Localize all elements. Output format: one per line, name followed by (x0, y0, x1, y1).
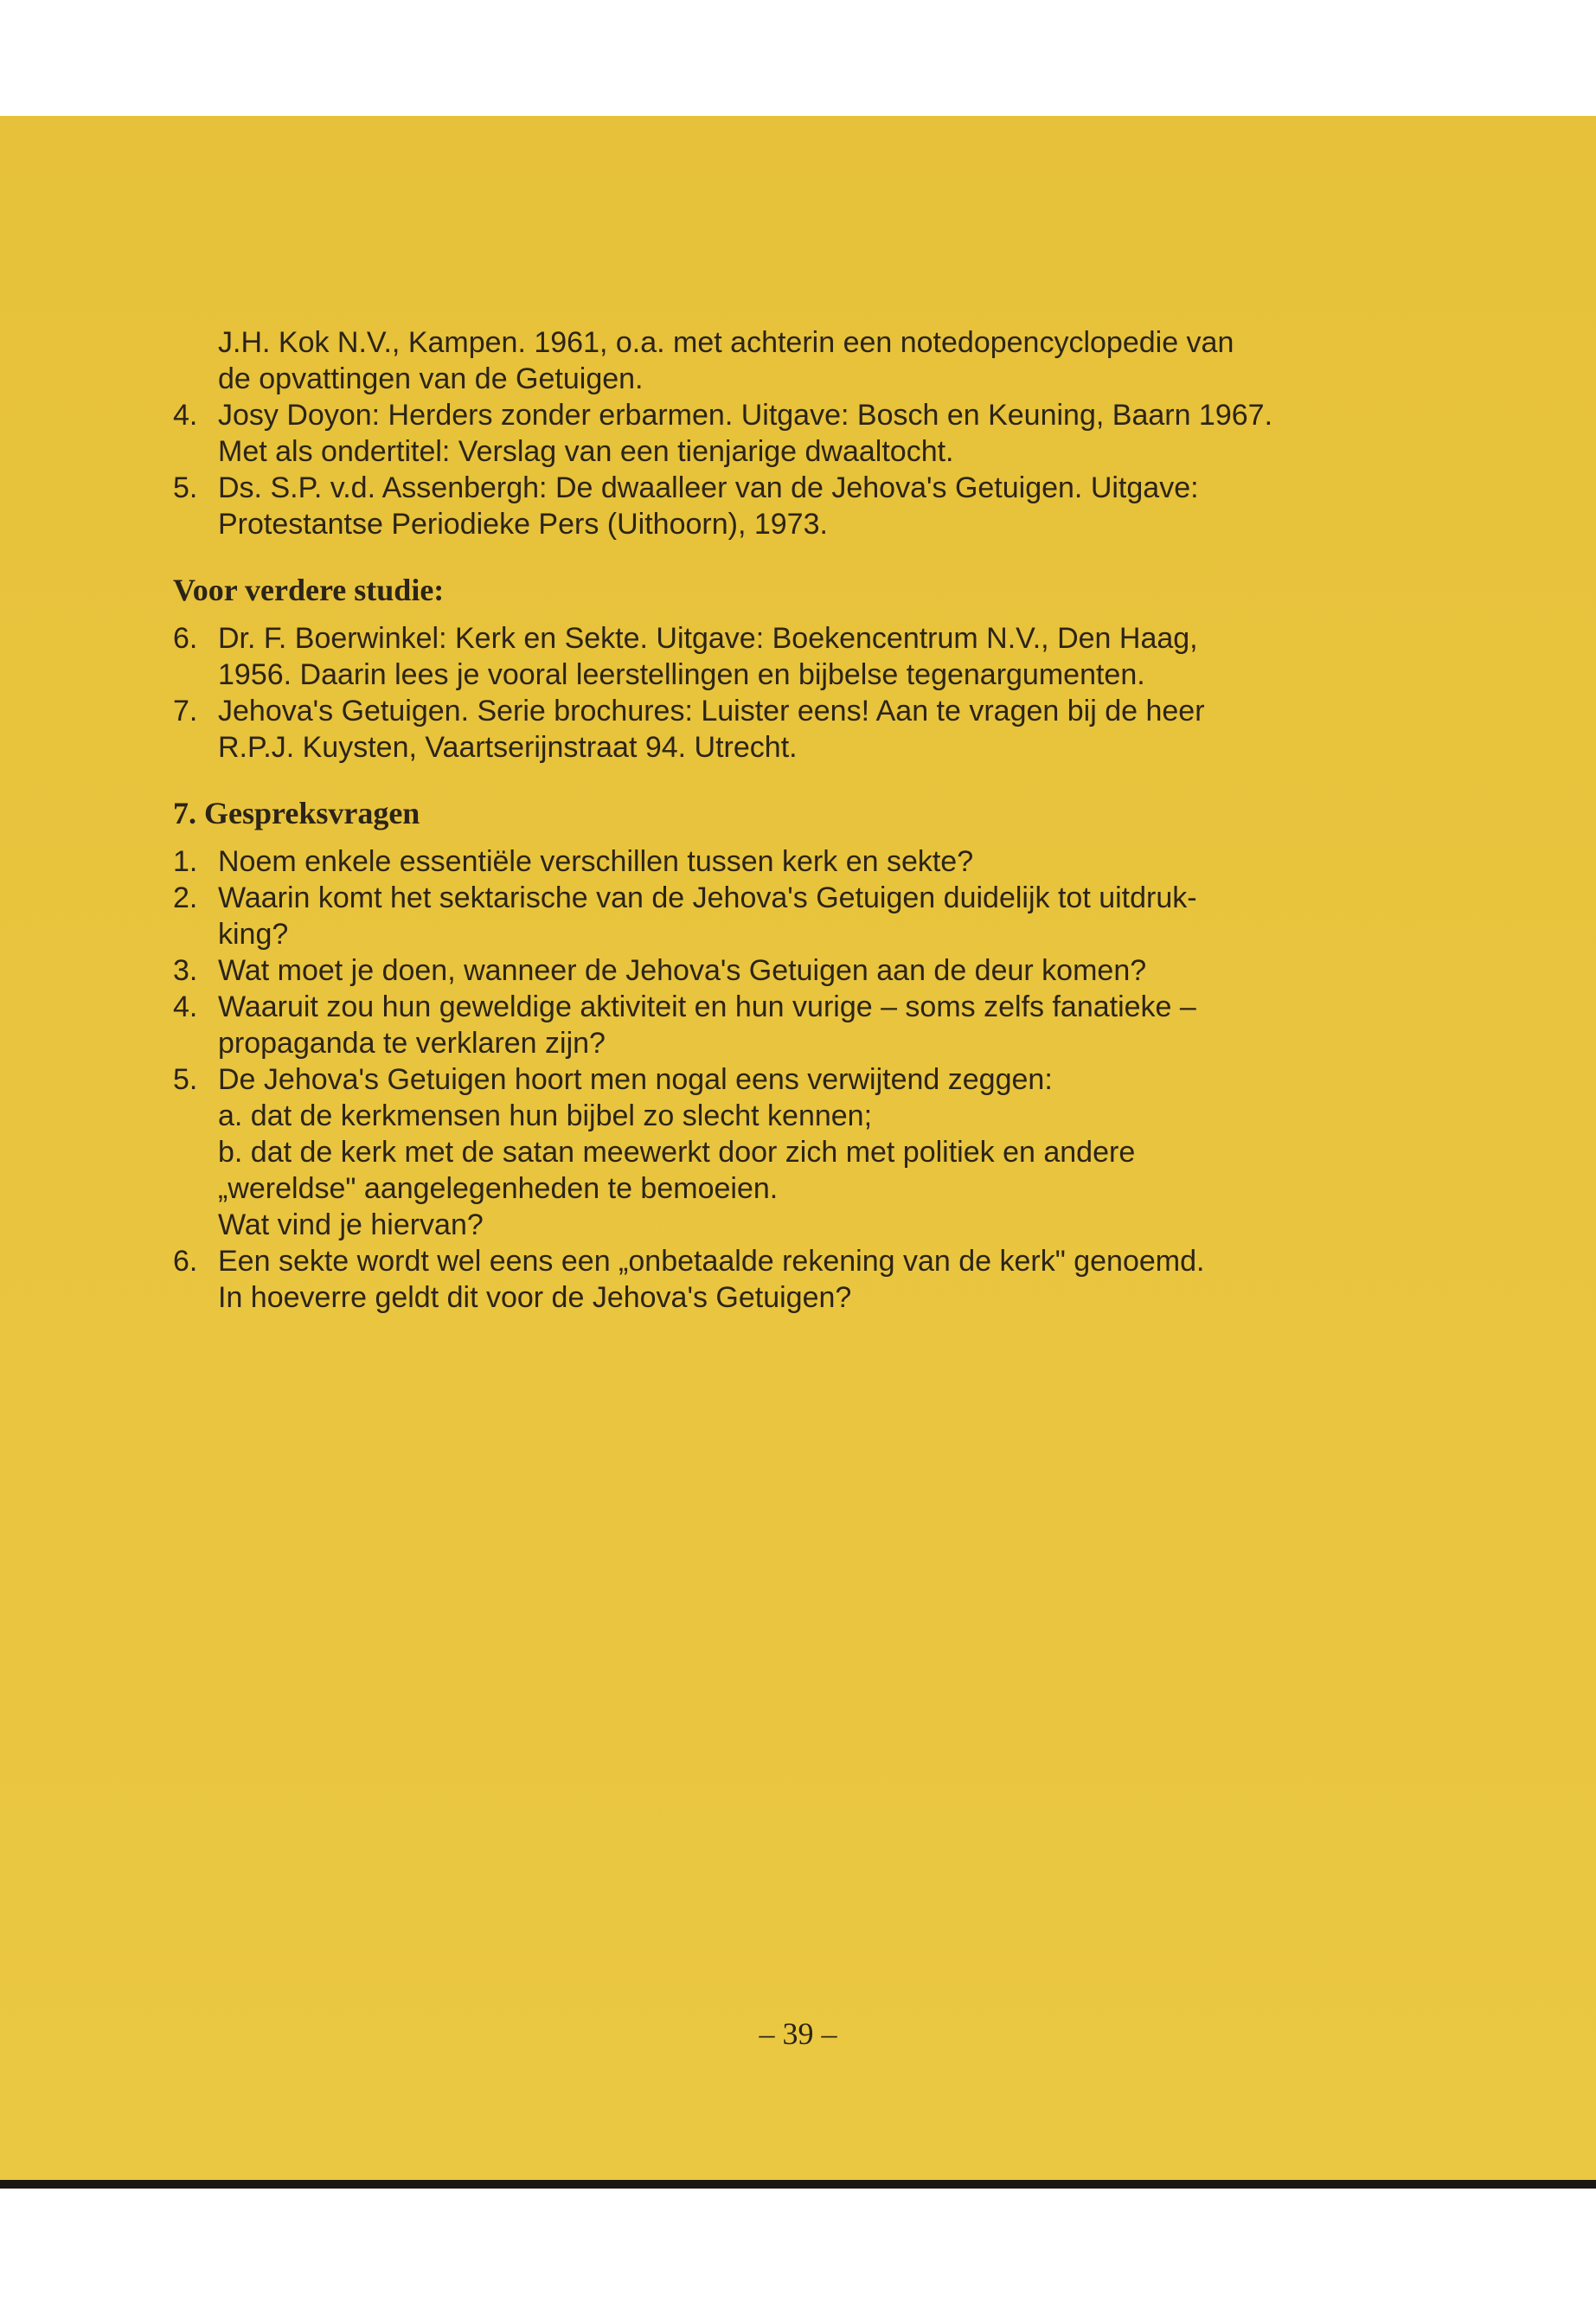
question-2 (173, 880, 1393, 952)
item-number: 5. (173, 1063, 198, 1096)
question-6 (173, 1243, 1393, 1316)
item-line: Waaruit zou hun geweldige aktiviteit en hun vurige – soms zelfs fanatieke – (218, 990, 1196, 1023)
item-number: 6. (173, 1245, 198, 1278)
item-subline: „wereldse" aangelegenheden te bemoeien. (218, 1172, 779, 1205)
item-line: propaganda te verklaren zijn? (218, 1027, 606, 1060)
item-line: Waarin komt het sektarische van de Jehova's Getuigen duidelijk tot uitdruk- (218, 881, 1197, 914)
question-1 (173, 843, 1393, 880)
item-line: 1956. Daarin lees je vooral leerstellingen en bijbelse tegenargumenten. (218, 658, 1145, 691)
discussion-heading: 7. Gespreksvragen (173, 796, 420, 830)
literature-item-4 (173, 397, 1393, 470)
item-number: 4. (173, 990, 198, 1023)
question-5 (173, 1061, 1393, 1243)
page-bottom-edge (0, 2180, 1596, 2189)
further-study-item-6 (173, 620, 1393, 693)
item-number: 3. (173, 954, 198, 987)
item-line: Met als ondertitel: Verslag van een tienjarige dwaaltocht. (218, 435, 954, 468)
question-4 (173, 989, 1393, 1061)
item-number: 2. (173, 881, 198, 914)
item-number: 5. (173, 471, 198, 504)
item-number: 4. (173, 399, 198, 432)
item-line: De Jehova's Getuigen hoort men nogal eens verwijtend zeggen: (218, 1063, 1053, 1096)
item-line: Jehova's Getuigen. Serie brochures: Luister eens! Aan te vragen bij de heer (218, 695, 1205, 727)
item-subline: b. dat de kerk met de satan meewerkt door zich met politiek en andere (218, 1136, 1136, 1169)
item-line: Een sekte wordt wel eens een „onbetaalde rekening van de kerk" genoemd. (218, 1245, 1205, 1278)
item-number: 6. (173, 622, 198, 655)
item-number: 7. (173, 695, 198, 727)
item-line: Wat moet je doen, wanneer de Jehova's Getuigen aan de deur komen? (218, 954, 1147, 987)
question-3 (173, 952, 1393, 989)
item-line: R.P.J. Kuysten, Vaartserijnstraat 94. Utrecht. (218, 731, 798, 764)
item-line: Wat vind je hiervan? (218, 1208, 484, 1241)
item-line: Dr. F. Boerwinkel: Kerk en Sekte. Uitgave: Boekencentrum N.V., Den Haag, (218, 622, 1198, 655)
page-number: – 39 – (759, 2016, 837, 2051)
further-study-item-7 (173, 693, 1393, 766)
item-subline: a. dat de kerkmensen hun bijbel zo slecht kennen; (218, 1099, 873, 1132)
item-line: king? (218, 918, 289, 951)
literature-item-5 (173, 470, 1393, 542)
item-number: 1. (173, 845, 198, 878)
item-line: Protestantse Periodieke Pers (Uithoorn), 1973. (218, 508, 828, 541)
page-content (173, 324, 1393, 1316)
continuation-line: de opvattingen van de Getuigen. (218, 362, 644, 395)
further-study-heading: Voor verdere studie: (173, 573, 445, 607)
continuation-line: J.H. Kok N.V., Kampen. 1961, o.a. met achterin een notedopencyclopedie van (218, 326, 1234, 359)
item-line: Ds. S.P. v.d. Assenbergh: De dwaalleer van de Jehova's Getuigen. Uitgave: (218, 471, 1199, 504)
item-line: Josy Doyon: Herders zonder erbarmen. Uitgave: Bosch en Keuning, Baarn 1967. (218, 399, 1273, 432)
item-line: Noem enkele essentiële verschillen tussen kerk en sekte? (218, 845, 974, 878)
item-line: In hoeverre geldt dit voor de Jehova's Getuigen? (218, 1281, 852, 1314)
